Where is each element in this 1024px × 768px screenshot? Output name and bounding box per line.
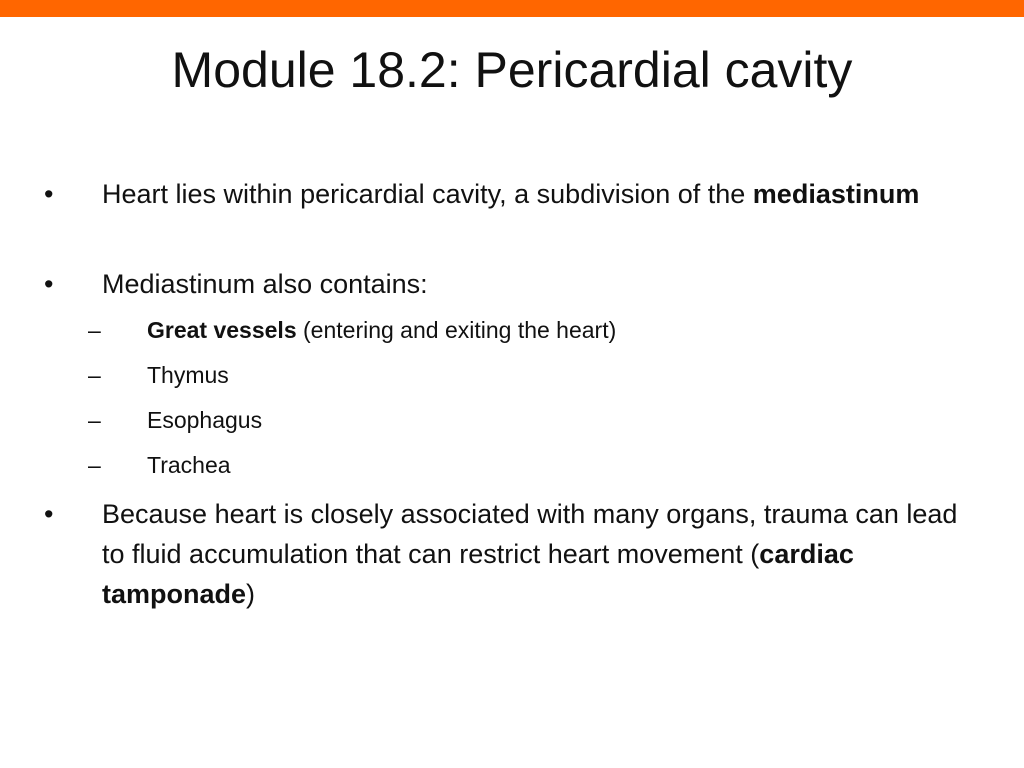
bullet-item <box>44 264 972 304</box>
sub-bullet-item <box>88 449 967 481</box>
slide-title: Module 18.2: Pericardial cavity <box>171 42 853 98</box>
bullet-marker: • <box>44 269 54 299</box>
bullet-item <box>44 494 972 614</box>
bullet-marker: • <box>44 499 54 529</box>
bullet-bold-term: mediastinum <box>752 179 920 209</box>
sub-bullet-item <box>88 404 967 436</box>
sub-bullet-bold-term: Great vessels <box>147 317 297 343</box>
bullet-item <box>44 174 972 214</box>
bullet-bold-term: cardiac tamponade <box>102 539 854 609</box>
dash-marker: – <box>88 317 101 343</box>
sub-bullet-item <box>88 359 967 391</box>
sub-bullet-text: Esophagus <box>147 407 263 433</box>
sub-bullet-text: Trachea <box>147 452 231 478</box>
sub-bullet-text: (entering and exiting the heart) <box>296 317 617 343</box>
dash-marker: – <box>88 452 101 478</box>
bullet-text: Mediastinum also contains: <box>102 269 428 299</box>
dash-marker: – <box>88 362 101 388</box>
sub-bullet-text: Thymus <box>147 362 229 388</box>
dash-marker: – <box>88 407 101 433</box>
bullet-text-after: ) <box>246 579 256 609</box>
bullet-text: Heart lies within pericardial cavity, a subdivision of the <box>102 179 753 209</box>
sub-bullet-item <box>88 314 967 346</box>
bullet-marker: • <box>44 179 54 209</box>
bullet-text: Because heart is closely associated with many organs, trauma can lead to fluid accumulation that can restrict heart movement ( <box>102 499 958 569</box>
